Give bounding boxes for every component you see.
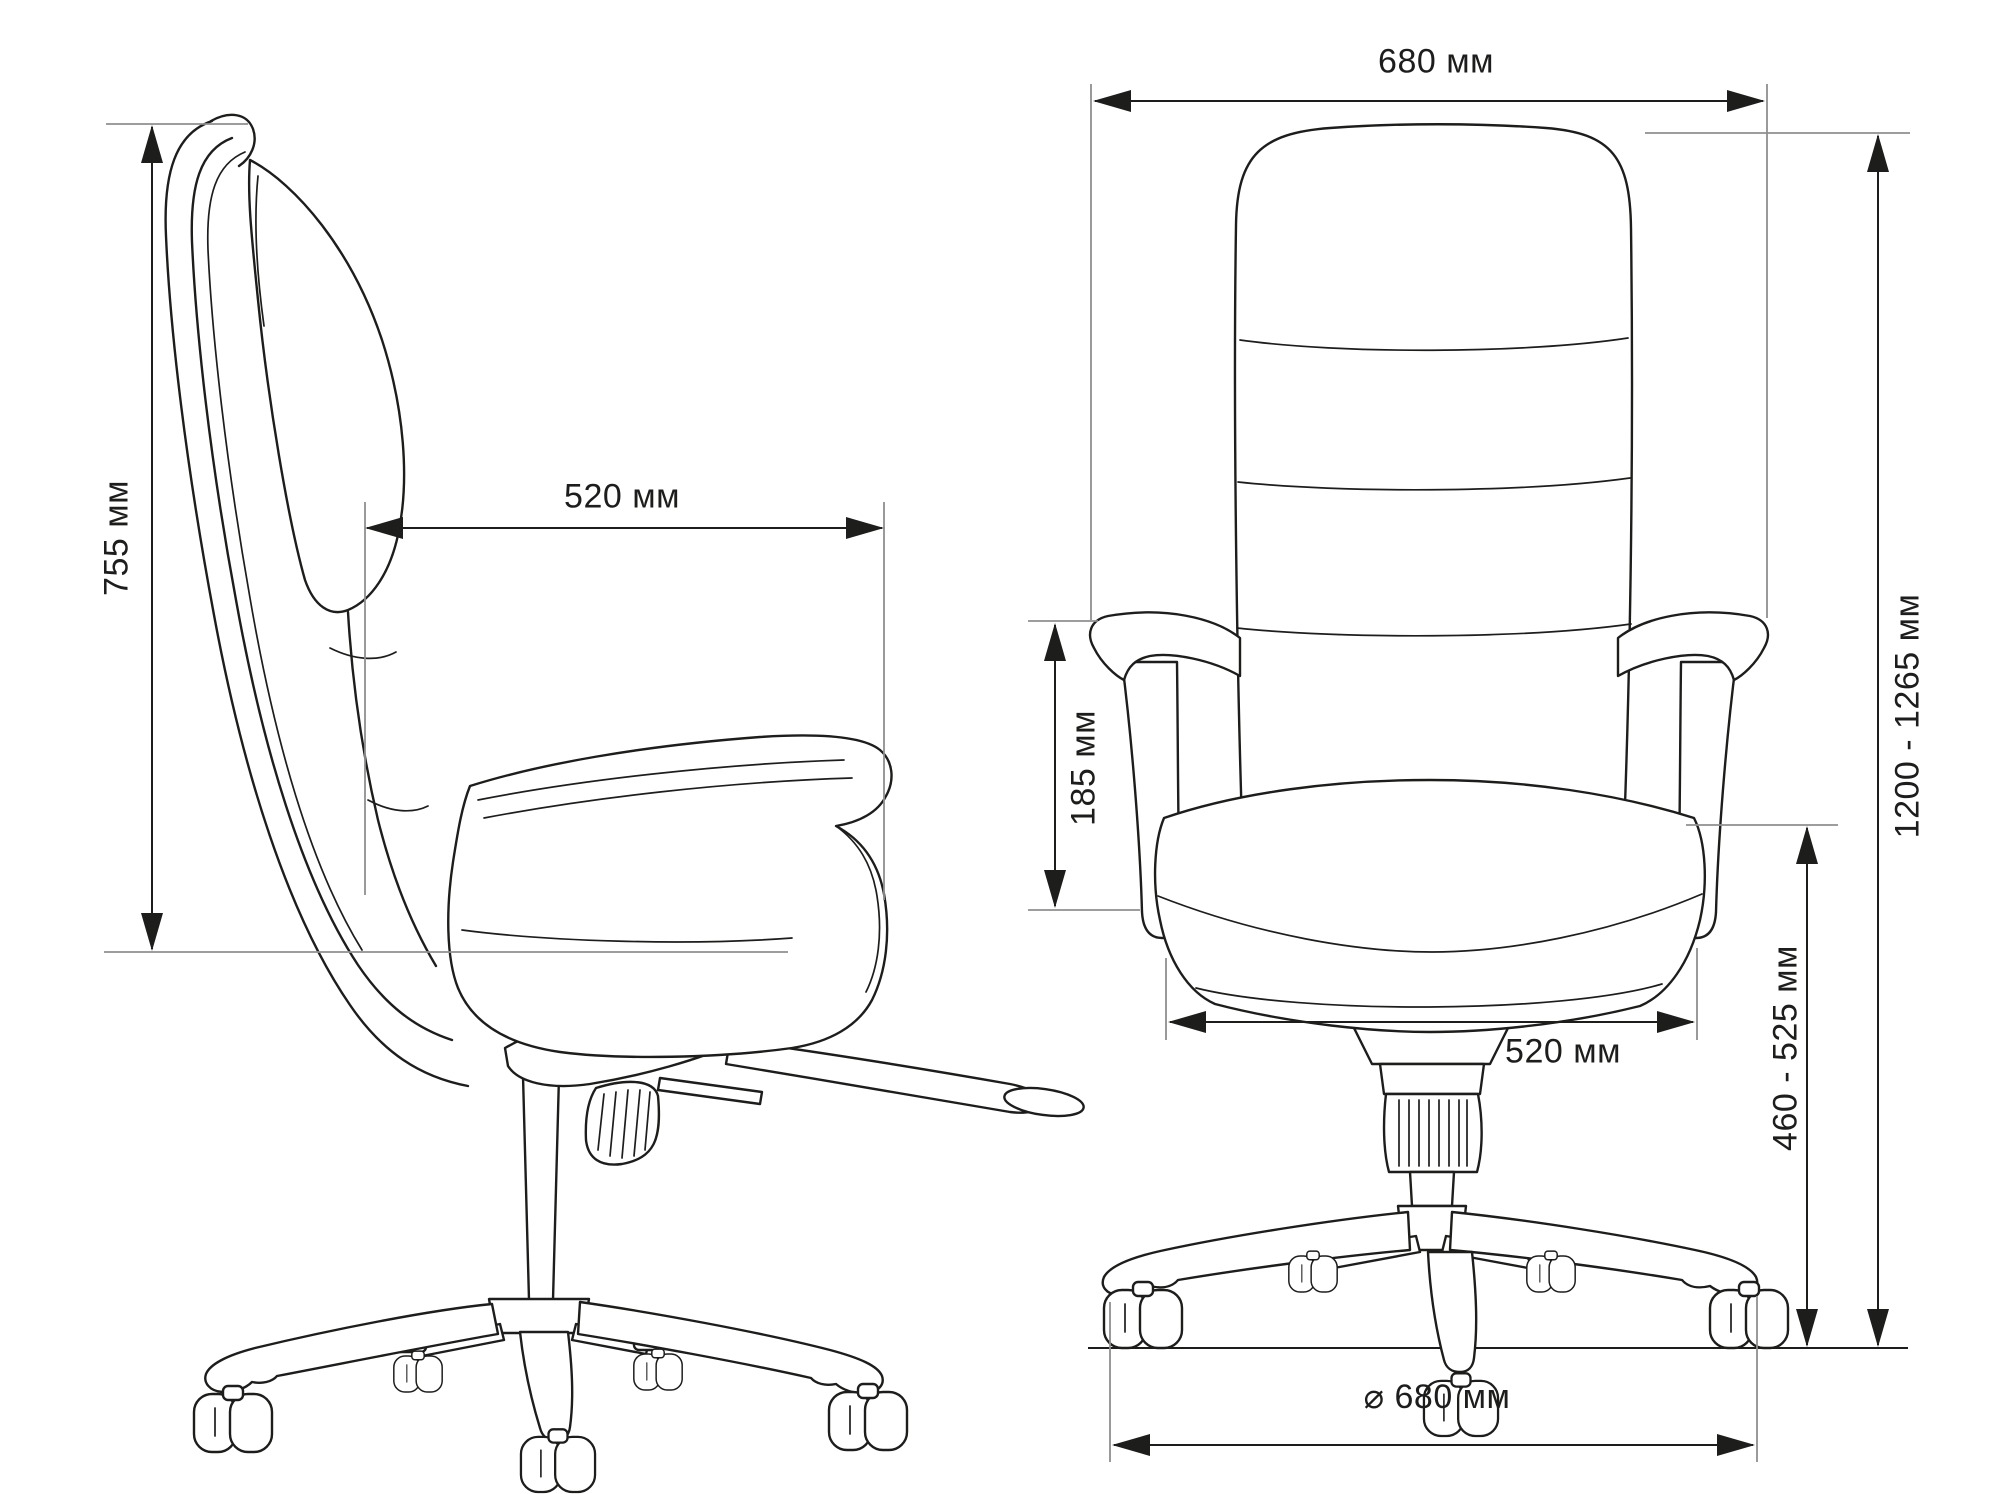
dim-label-front-base-diameter: ⌀ 680 мм	[1363, 1378, 1511, 1416]
dim-label-front-seat-height: 460 - 525 мм	[1766, 945, 1805, 1151]
dim-label-front-seat-width: 520 мм	[1505, 1032, 1621, 1071]
side-view-drawing	[166, 115, 1086, 1492]
dim-label-front-overall-height: 1200 - 1265 мм	[1888, 593, 1927, 839]
dim-label-side-seat-depth: 520 мм	[564, 477, 680, 516]
front-view-drawing	[1088, 124, 1908, 1436]
dim-label-front-armrest-height: 185 мм	[1064, 710, 1103, 826]
dim-label-front-overall-width: 680 мм	[1378, 42, 1494, 81]
dim-label-side-back-height: 755 мм	[97, 480, 136, 596]
